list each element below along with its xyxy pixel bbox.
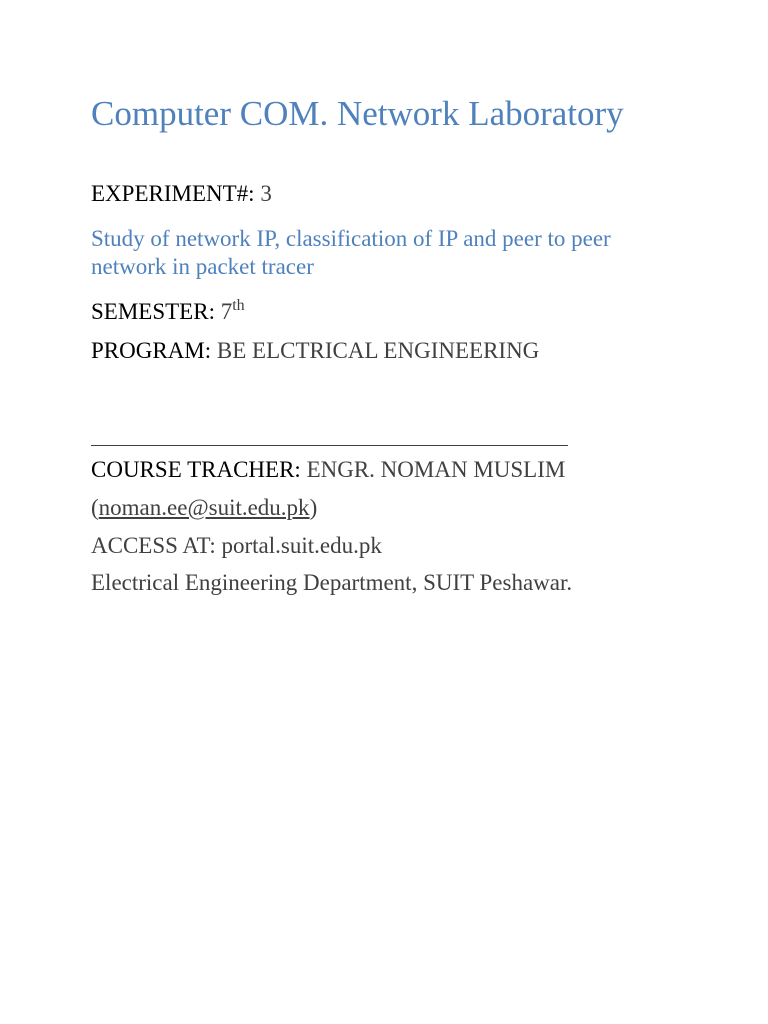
program-label: PROGRAM: [91,338,212,363]
program-line [91,337,539,365]
semester-value: 7 [220,299,233,324]
horizontal-divider [91,445,568,446]
experiment-label: EXPERIMENT#: [91,181,255,206]
course-teacher-label: COURSE TRACHER: [91,457,301,482]
access-line: ACCESS AT: portal.suit.edu.pk [91,533,382,558]
experiment-subtitle: Study of network IP, classification of IP and peer to peer network in packet tracer [91,226,611,279]
experiment-line [91,180,272,208]
course-teacher-name: ENGR. NOMAN MUSLIM [306,457,566,482]
semester-ordinal-suffix: th [232,297,245,314]
email-close-paren: ) [309,495,318,520]
semester-label: SEMESTER: [91,299,215,324]
experiment-number: 3 [260,181,272,206]
course-teacher-line [91,456,565,484]
email-open-paren: ( [91,495,99,520]
program-value: BE ELCTRICAL ENGINEERING [216,338,540,363]
semester-line [91,298,245,326]
document-title: Computer COM. Network Laboratory [91,94,624,133]
department-line: Electrical Engineering Department, SUIT Peshawar. [91,570,573,595]
email-line [91,494,317,522]
email-link[interactable]: noman.ee@suit.edu.pk [98,495,310,520]
